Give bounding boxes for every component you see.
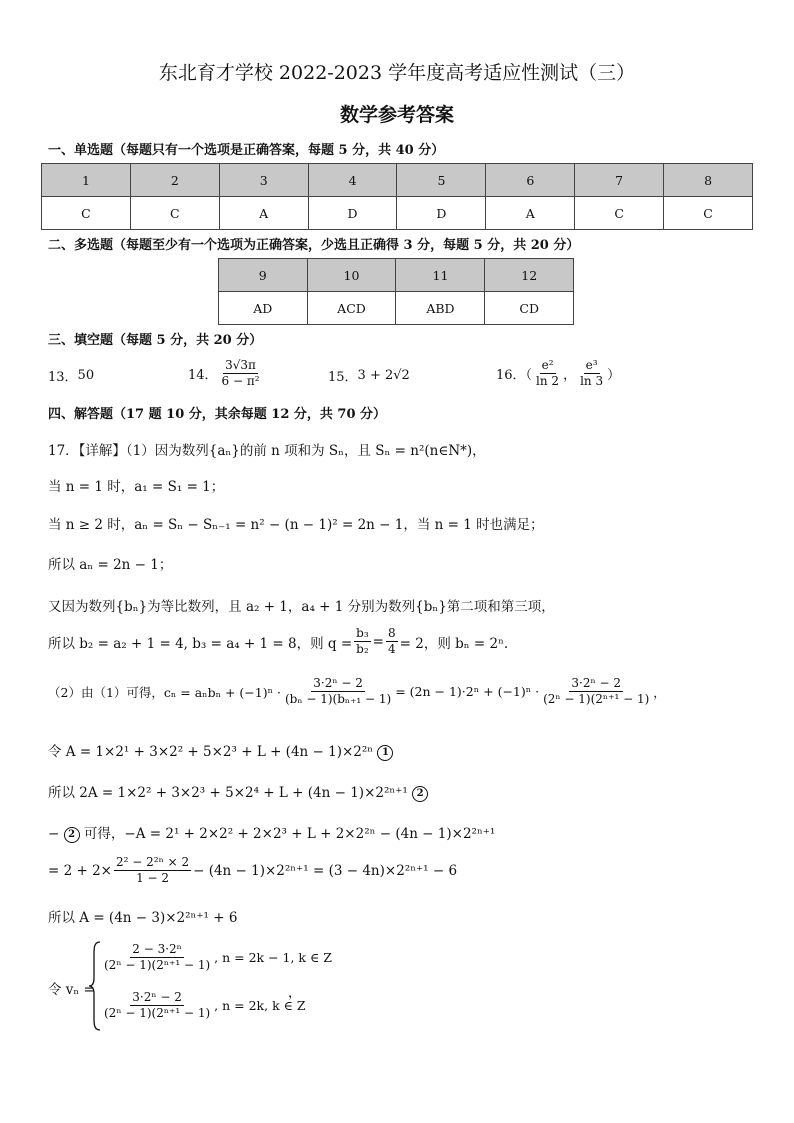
solution-line [48,676,666,707]
numerator: e³ [585,358,598,372]
numerator: 3·2ⁿ − 2 [313,676,363,690]
solution-line: 当 n ≥ 2 时，aₙ = Sₙ − Sₙ₋₁ = n² − (n − 1)² = 2n − 1，当 n = 1 时也满足； [48,517,544,533]
numerator: 2² − 2²ⁿ × 2 [116,855,190,869]
denominator: 6 − π² [221,374,260,388]
page-subtitle: 数学参考答案 [339,104,454,126]
denominator: b₂ [356,642,369,656]
separator: ， [563,368,577,383]
question-number-cell: 6 [486,164,575,197]
answer-cell: A [486,197,575,230]
expression-text: ， [653,684,666,700]
expression-text: = 2 + 2× [48,862,112,879]
expression-text: 所以 b₂ = a₂ + 1 = 4, b₃ = a₄ + 1 = 8，则 q = [48,635,353,652]
circled-number-one: 1 [377,745,393,761]
question-number-cell: 8 [664,164,753,197]
answer-cell: ABD [396,292,485,325]
page-title: 东北育才学校 2022-2023 学年度高考适应性测试（三） [158,62,636,84]
section-single-choice-heading: 一、单选题（每题只有一个选项是正确答案，每题 5 分，共 40 分） [48,143,445,158]
answer-cell: D [308,197,397,230]
answer-cell: D [397,197,486,230]
expression-text: 所以 2A = 1×2² + 3×2³ + 5×2⁴ + L + (4n − 1)×2²ⁿ⁺¹ [48,785,408,801]
fill-answer-13 [48,366,94,385]
circled-number-two: 2 [412,786,428,802]
table-row [42,164,753,197]
section-fill-blank-heading: 三、填空题（每题 5 分，共 20 分） [48,333,263,348]
expression-text: （2）由（1）可得，cₙ = aₙbₙ + (−1)ⁿ · [48,684,281,700]
solution-line [48,740,393,761]
numerator: 3√3π [225,358,256,372]
answer-cell: A [219,197,308,230]
solution-line [48,855,457,886]
expression-text: = 2，则 bₙ = 2ⁿ. [399,635,509,652]
solution-line: 令 vₙ = [48,982,95,998]
solution-line [48,781,428,802]
question-number-cell: 2 [130,164,219,197]
answer-cell: AD [219,292,308,325]
case-condition: , n = 2k, k ∈ Z [214,998,306,1013]
question-number-cell: 12 [485,259,574,292]
fraction [354,626,371,657]
section-multi-choice-heading: 二、多选题（每题至少有一个选项为正确答案，少选且正确得 3 分，每题 5 分，共 20 分） [48,238,580,253]
single-choice-answer-table [41,163,753,230]
answer-cell: CD [485,292,574,325]
denominator: (2ⁿ − 1)(2ⁿ⁺¹ − 1) [543,692,650,706]
denominator: (2ⁿ − 1)(2ⁿ⁺¹ − 1) [104,1006,211,1020]
table-row [42,197,753,230]
numerator: b₃ [356,626,369,640]
question-label: 13． [48,370,78,385]
piecewise-case-odd [100,942,332,973]
denominator: ln 2 [536,374,560,388]
numerator: e² [541,358,554,372]
fraction [102,942,212,973]
answer-cell: C [575,197,664,230]
solution-line: 17．【详解】（1）因为数列{aₙ}的前 n 项和为 Sₙ，且 Sₙ = n²(n∈N*)， [48,443,486,459]
fraction [114,855,191,886]
case-condition: , n = 2k − 1, k ∈ Z [214,950,332,965]
trailing-comma: ， [288,985,302,1001]
question-number-cell: 5 [397,164,486,197]
fraction [220,358,262,389]
question-number-cell: 10 [307,259,396,292]
table-row [219,259,574,292]
question-number-cell: 4 [308,164,397,197]
fraction [541,676,651,707]
fraction [283,676,393,707]
question-number-cell: 9 [219,259,308,292]
section-solution-heading: 四、解答题（17 题 10 分，其余每题 12 分，共 70 分） [48,407,387,422]
answer-cell: C [130,197,219,230]
expression-text: − [48,826,60,842]
piecewise-case-even [100,990,306,1021]
fraction [534,358,561,389]
question-number-cell: 1 [42,164,131,197]
fill-answer-16 [496,358,620,389]
solution-line: 当 n = 1 时，a₁ = S₁ = 1； [48,479,225,495]
question-label: 15． [328,370,358,385]
multi-choice-answer-table [218,258,574,325]
answer-cell: C [42,197,131,230]
numerator: 2 − 3·2ⁿ [132,942,182,956]
question-label: 14． [188,368,218,383]
numerator: 8 [387,626,396,640]
answer-value: 50 [77,368,95,383]
expression-text: − (4n − 1)×2²ⁿ⁺¹ = (3 − 4n)×2²ⁿ⁺¹ − 6 [193,862,458,879]
fill-answer-14 [188,358,264,389]
question-number-cell: 7 [575,164,664,197]
circled-number-two: 2 [64,827,80,843]
expression-text: = (2n − 1)·2ⁿ + (−1)ⁿ · [395,684,540,699]
expression-text: 令 A = 1×2¹ + 3×2² + 5×2³ + L + (4n − 1)×2²ⁿ [48,744,374,760]
denominator: (bₙ − 1)(bₙ₊₁ − 1) [284,692,392,706]
solution-line: 所以 aₙ = 2n − 1； [48,557,173,573]
denominator: 4 [387,642,396,656]
denominator: ln 3 [580,374,604,388]
table-row [219,292,574,325]
fraction [578,358,605,389]
solution-line: 所以 A = (4n − 3)×2²ⁿ⁺¹ + 6 [48,910,238,926]
answer-cell: C [664,197,753,230]
closing-paren: ） [607,368,621,383]
denominator: 1 − 2 [136,871,170,885]
question-number-cell: 3 [219,164,308,197]
fraction [386,626,398,657]
numerator: 3·2ⁿ − 2 [571,676,621,690]
fraction [102,990,212,1021]
solution-line [48,822,495,843]
solution-line [48,626,508,657]
answer-cell: ACD [307,292,396,325]
expression-text: = [372,633,384,650]
solution-line: 又因为数列{bₙ}为等比数列，且 a₂ + 1，a₄ + 1 分别为数列{bₙ}第二项和第三项， [48,599,555,615]
numerator: 3·2ⁿ − 2 [132,990,182,1004]
fill-answer-15 [328,366,410,385]
question-number-cell: 11 [396,259,485,292]
expression-text: 可得，−A = 2¹ + 2×2² + 2×2³ + L + 2×2²ⁿ − (4n − 1)×2²ⁿ⁺¹ [83,826,496,842]
question-label: 16．（ [496,368,533,383]
denominator: (2ⁿ − 1)(2ⁿ⁺¹ − 1) [104,958,211,972]
answer-value: 3 + 2√2 [357,368,410,383]
